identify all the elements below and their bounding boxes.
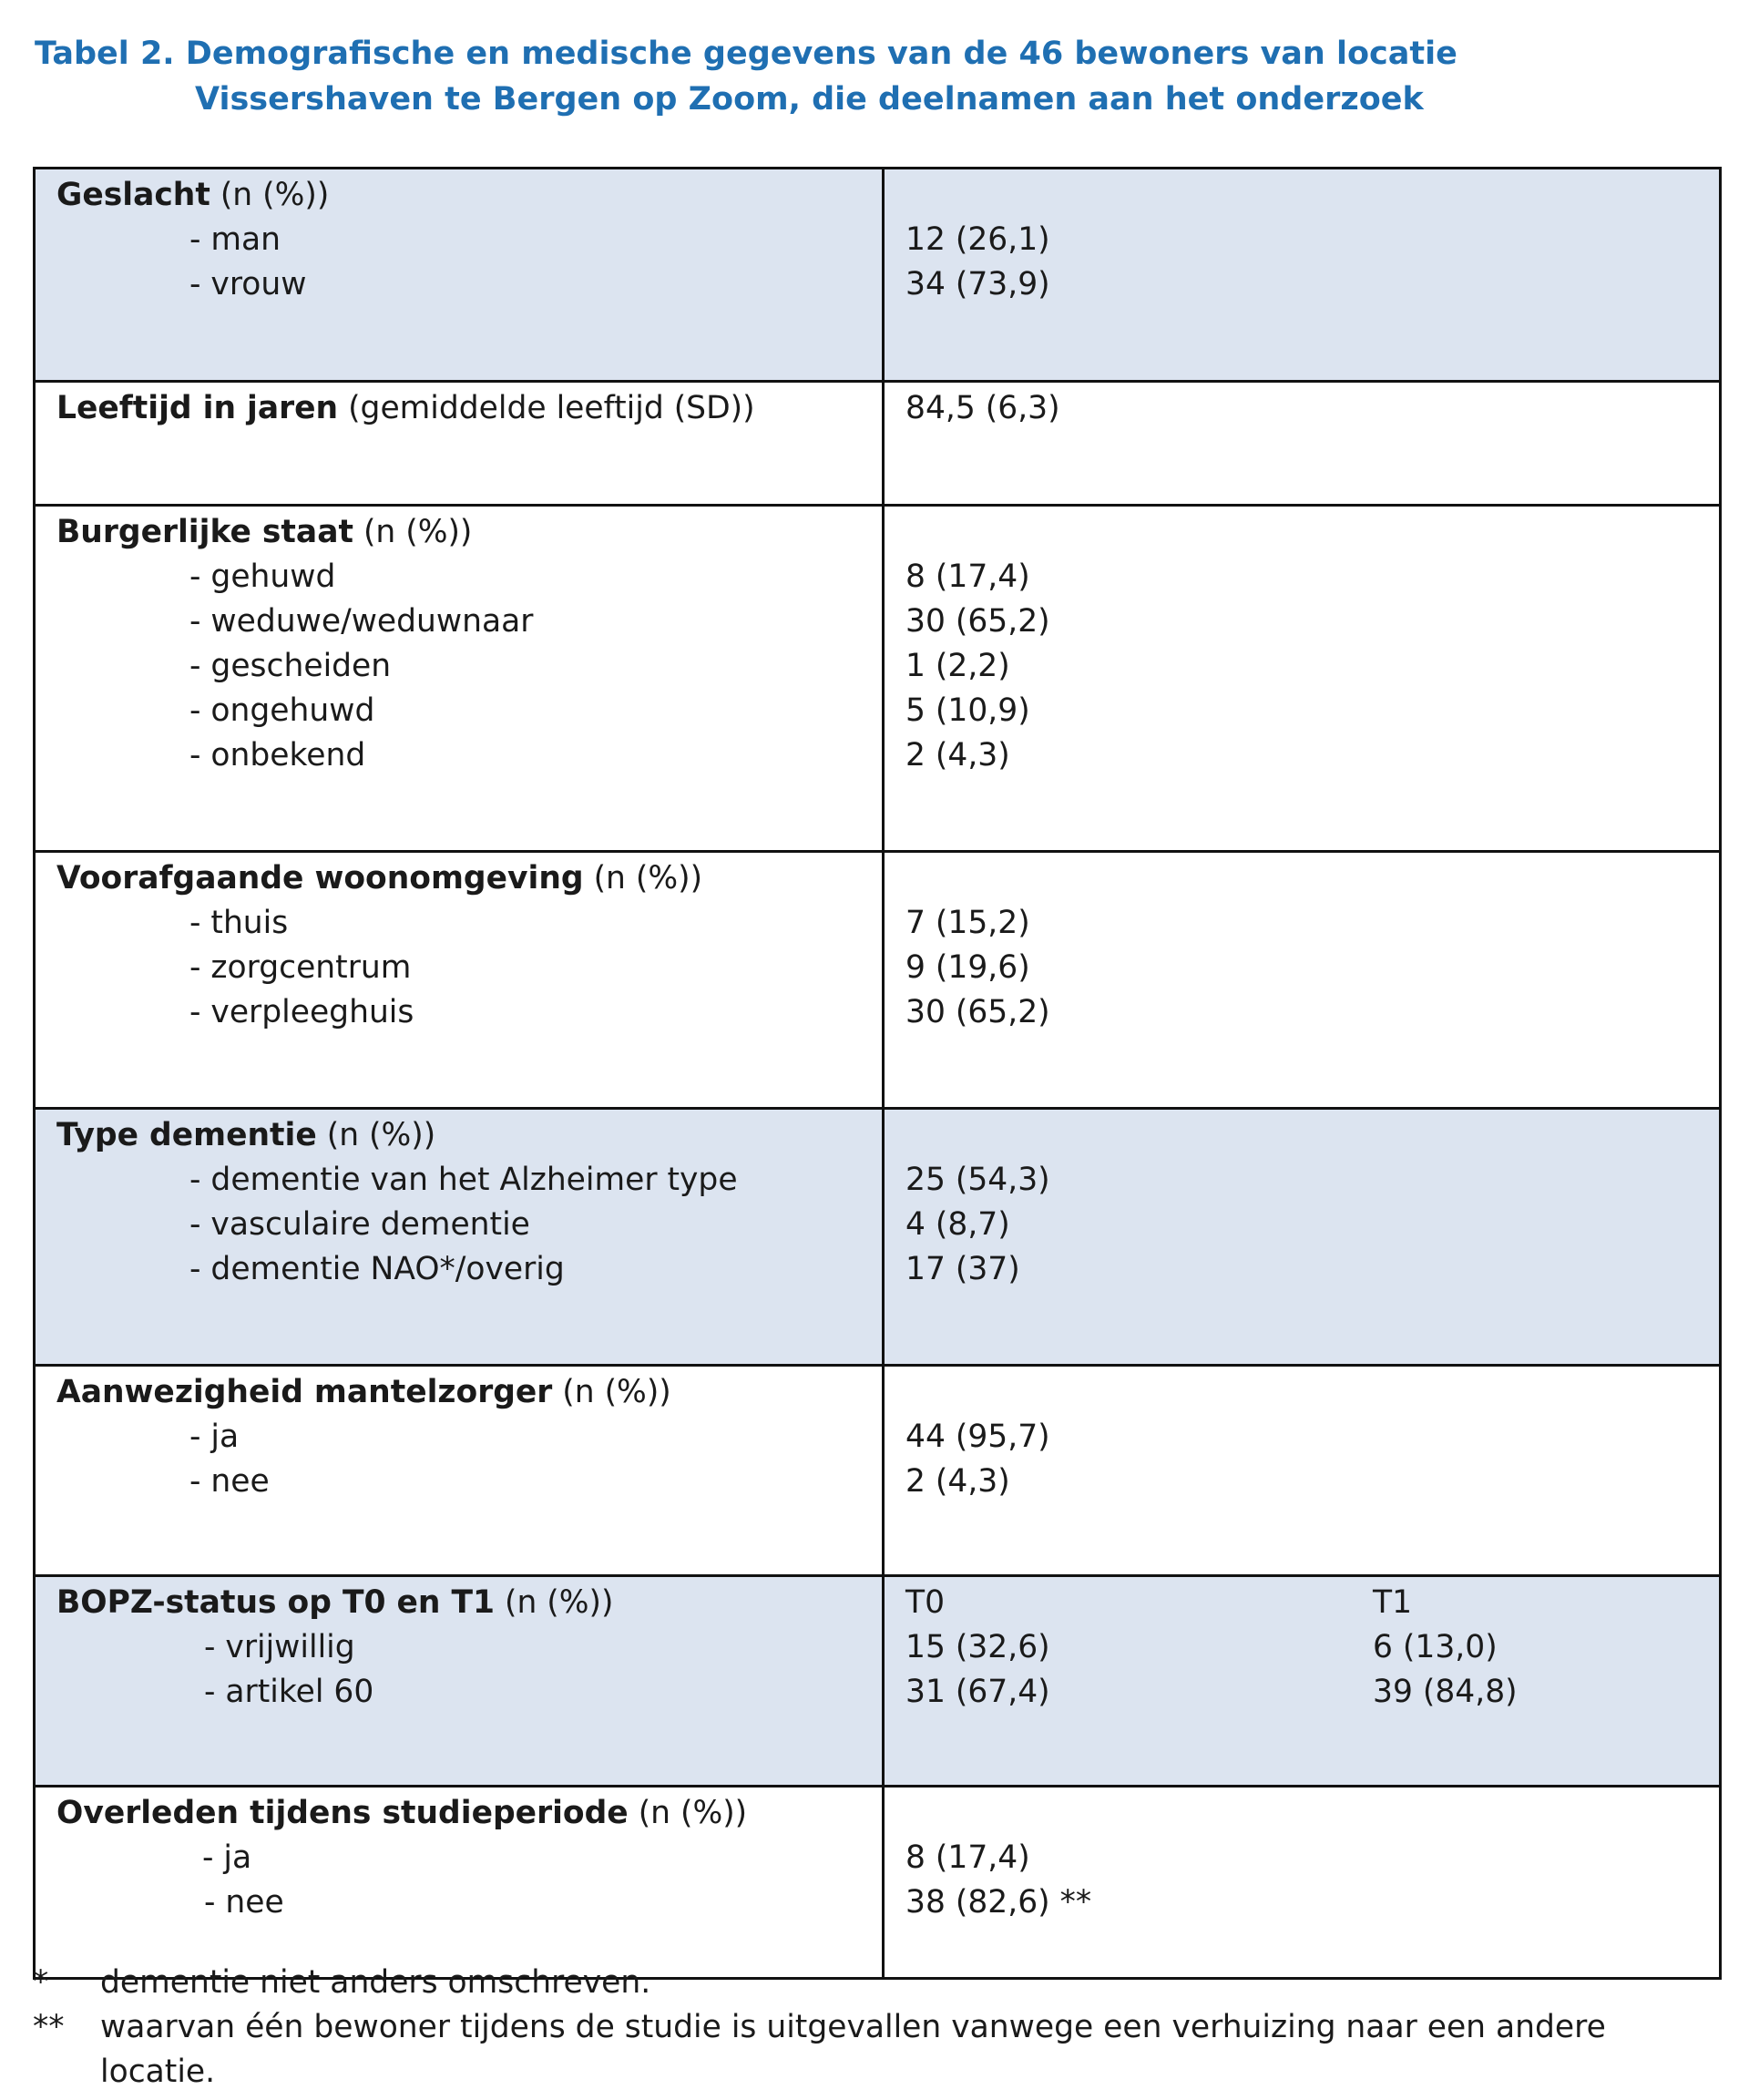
row-item-value: 5 (10,9) — [905, 692, 1030, 729]
row-item-value-t0: 15 (32,6) — [905, 1629, 1050, 1665]
row-item-label: - zorgcentrum — [189, 949, 412, 986]
row-item-label: - gehuwd — [189, 558, 336, 595]
column-header-t1: T1 — [1373, 1584, 1413, 1621]
row-item-value: 30 (65,2) — [905, 603, 1050, 640]
row-item-value: 17 (37) — [905, 1251, 1020, 1287]
footnote — [33, 2005, 1727, 2095]
row-item-label: - vrijwillig — [204, 1629, 355, 1665]
table-row — [35, 1787, 1721, 1979]
row-label-cell — [35, 382, 884, 506]
row-item-value: 34 (73,9) — [905, 266, 1050, 302]
row-item-label: - onbekend — [189, 737, 366, 773]
bopz-row — [905, 1625, 1719, 1670]
table-row — [35, 852, 1721, 1109]
row-item-value: 2 (4,3) — [905, 737, 1010, 773]
row-item-label: - nee — [204, 1884, 284, 1921]
row-label-cell — [35, 1576, 884, 1787]
row-item-label: - dementie NAO*/overig — [189, 1251, 565, 1287]
row-item-value-t1: 39 (84,8) — [1373, 1674, 1518, 1710]
table-row — [35, 1366, 1721, 1576]
bopz-row — [905, 1670, 1719, 1715]
row-item-value: 1 (2,2) — [905, 648, 1010, 684]
row-label-cell — [35, 1787, 884, 1979]
row-label-cell — [35, 169, 884, 382]
row-heading: Aanwezigheid mantelzorger (n (%)) — [56, 1374, 671, 1410]
row-item-label: - artikel 60 — [204, 1674, 374, 1710]
table-title — [35, 31, 1458, 122]
row-item-value: 4 (8,7) — [905, 1206, 1010, 1243]
row-value-cell — [884, 1787, 1721, 1979]
row-item-value-t1: 6 (13,0) — [1373, 1629, 1498, 1665]
table-row — [35, 1109, 1721, 1366]
column-header-t0: T0 — [905, 1584, 946, 1621]
row-item-label: - vrouw — [189, 266, 307, 302]
row-item-label: - weduwe/weduwnaar — [189, 603, 534, 640]
row-label-cell — [35, 1366, 884, 1576]
row-item-label: - gescheiden — [189, 648, 392, 684]
row-item-label: - dementie van het Alzheimer type — [189, 1162, 738, 1198]
row-heading: Overleden tijdens studieperiode (n (%)) — [56, 1795, 748, 1831]
footnote-mark: ** — [33, 2009, 65, 2045]
row-heading: Leeftijd in jaren (gemiddelde leeftijd (SD)) — [56, 390, 755, 426]
table-row — [35, 382, 1721, 506]
demographics-table — [33, 167, 1722, 1980]
row-item-label: - ja — [189, 1419, 240, 1455]
table-row — [35, 506, 1721, 852]
row-value-cell — [884, 382, 1721, 506]
footnote-text: waarvan één bewoner tijdens de studie is uitgevallen vanwege een verhuizing naar een andere locatie. — [100, 2009, 1606, 2090]
row-item-value: 25 (54,3) — [905, 1162, 1050, 1198]
row-value-cell — [884, 852, 1721, 1109]
bopz-header — [905, 1581, 1719, 1625]
row-item-value: 2 (4,3) — [905, 1463, 1010, 1500]
row-item-label: - vasculaire dementie — [189, 1206, 530, 1243]
row-item-label: - ongehuwd — [189, 692, 375, 729]
row-heading: Burgerlijke staat (n (%)) — [56, 514, 473, 550]
table-title-line1: Tabel 2. Demografische en medische gegevens van de 46 bewoners van locatie — [35, 36, 1458, 72]
row-value-cell — [884, 506, 1721, 852]
row-value-cell — [884, 169, 1721, 382]
row-item-value: 9 (19,6) — [905, 949, 1030, 986]
row-item-value: 44 (95,7) — [905, 1419, 1050, 1455]
table-title-line2: Vissershaven te Bergen op Zoom, die deelnamen aan het onderzoek — [195, 81, 1424, 118]
row-heading: BOPZ-status op T0 en T1 (n (%)) — [56, 1584, 614, 1621]
row-item-value: 12 (26,1) — [905, 221, 1050, 258]
row-heading: Type dementie (n (%)) — [56, 1117, 436, 1153]
row-item-value: 7 (15,2) — [905, 905, 1030, 941]
footnote — [33, 1961, 1727, 2005]
row-label-cell — [35, 1109, 884, 1366]
row-item-value: 30 (65,2) — [905, 994, 1050, 1030]
row-value-cell — [884, 1576, 1721, 1787]
row-label-cell — [35, 852, 884, 1109]
table-row — [35, 169, 1721, 382]
footnote-mark: * — [33, 1964, 49, 2001]
row-item-value: 8 (17,4) — [905, 558, 1030, 595]
row-item-value: 8 (17,4) — [905, 1839, 1030, 1876]
row-item-label: - man — [189, 221, 281, 258]
row-item-label: - thuis — [189, 905, 289, 941]
row-heading: Geslacht (n (%)) — [56, 177, 330, 213]
row-label-cell — [35, 506, 884, 852]
row-value-cell — [884, 1366, 1721, 1576]
row-item-label: - verpleeghuis — [189, 994, 414, 1030]
footnote-text: dementie niet anders omschreven. — [100, 1964, 651, 2001]
row-item-label: - nee — [189, 1463, 270, 1500]
row-item-value: 38 (82,6) ** — [905, 1884, 1092, 1921]
row-item-value: 84,5 (6,3) — [905, 390, 1060, 426]
row-item-value-t0: 31 (67,4) — [905, 1674, 1050, 1710]
row-item-label: - ja — [202, 1839, 252, 1876]
row-value-cell — [884, 1109, 1721, 1366]
footnotes — [33, 1961, 1727, 2095]
row-heading: Voorafgaande woonomgeving (n (%)) — [56, 860, 703, 896]
table-row — [35, 1576, 1721, 1787]
